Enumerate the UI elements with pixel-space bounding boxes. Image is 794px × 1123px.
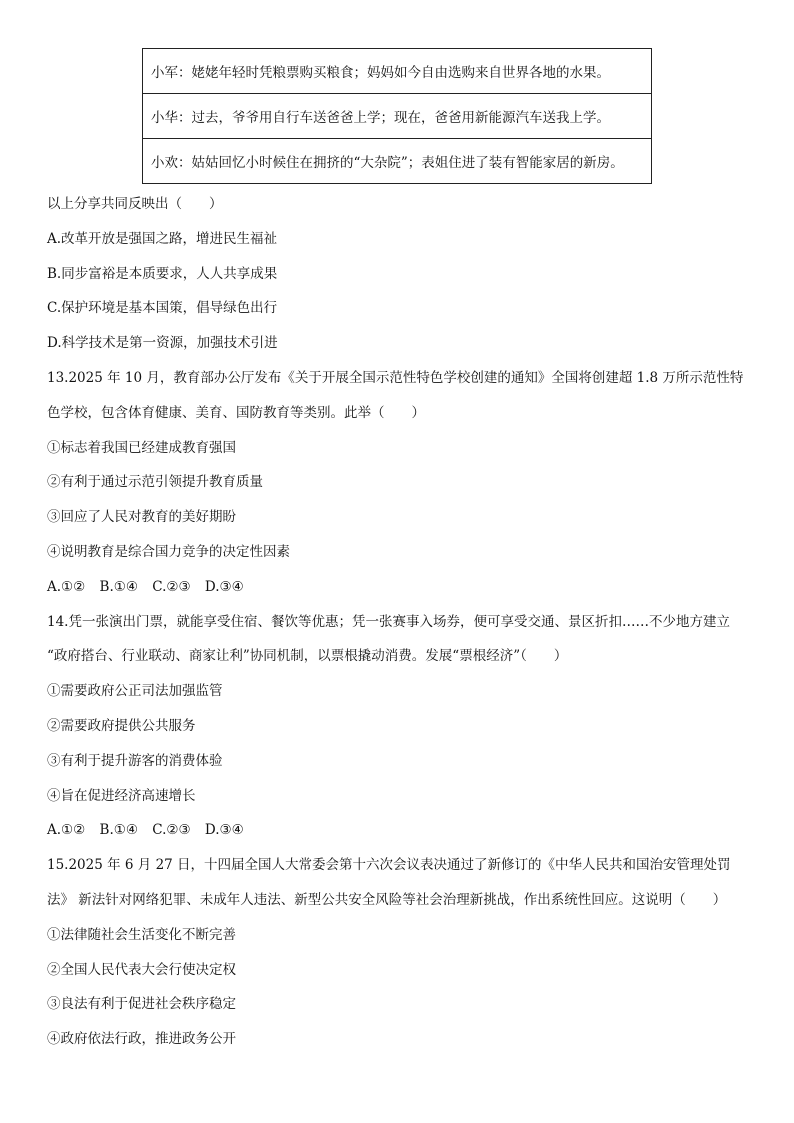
- share-row: [143, 94, 652, 139]
- q12-option-a: A.改革开放是强国之路，增进民生福祉: [47, 230, 278, 247]
- q15-stem-line-2: 法》 新法针对网络犯罪、未成年人违法、新型公共安全风险等社会治理新挑战，作出系统性回应。这说明（ ）: [47, 891, 727, 908]
- share-cell-xiaohuan: 小欢：姑姑回忆小时候住在拥挤的“大杂院”；表姐住进了装有智能家居的新房。: [143, 139, 652, 184]
- q15-item-1: ①法律随社会生活变化不断完善: [47, 926, 236, 943]
- q13-choice-c: C.②③: [152, 578, 191, 595]
- q15-item-3: ③良法有利于促进社会秩序稳定: [47, 996, 236, 1013]
- q12-option-d: D.科学技术是第一资源，加强技术引进: [47, 335, 278, 352]
- q12-option-c: C.保护环境是基本国策，倡导绿色出行: [47, 300, 278, 317]
- q13-choice-a: A.①②: [47, 578, 86, 595]
- share-cell-xiaojun: 小军：姥姥年轻时凭粮票购买粮食；妈妈如今自由选购来自世界各地的水果。: [143, 49, 652, 94]
- q14-item-1: ①需要政府公正司法加强监管: [47, 683, 223, 700]
- share-row: [143, 139, 652, 184]
- q14-choice-a: A.①②: [47, 822, 86, 839]
- q12-option-b: B.同步富裕是本质要求，人人共享成果: [47, 265, 278, 282]
- q14-item-4: ④旨在促进经济高速增长: [47, 787, 196, 804]
- q14-item-3: ③有利于提升游客的消费体验: [47, 752, 223, 769]
- q14-choice-d: D.③④: [204, 822, 244, 839]
- question-15: [47, 851, 759, 1060]
- share-cell-xiaohua: 小华：过去，爷爷用自行车送爸爸上学；现在，爸爸用新能源汽车送我上学。: [143, 94, 652, 139]
- q13-stem-line-1: 13.2025 年 10 月，教育部办公厅发布《关于开展全国示范性特色学校创建的通知》全国将创建超 1.8 万所示范性特: [47, 369, 744, 386]
- q15-item-4: ④政府依法行政，推进政务公开: [47, 1031, 236, 1048]
- share-row: [143, 49, 652, 94]
- q13-choice-b: B.①④: [99, 578, 138, 595]
- question-14: [47, 608, 759, 852]
- question-13: [47, 364, 759, 608]
- q14-item-2: ②需要政府提供公共服务: [47, 717, 196, 734]
- q14-stem-line-1: 14.凭一张演出门票，就能享受住宿、餐饮等优惠；凭一张赛事入场券，便可享受交通、景区折扣……不少地方建立: [47, 613, 730, 630]
- q13-choices: [47, 573, 759, 608]
- q13-item-1: ①标志着我国已经建成教育强国: [47, 439, 236, 456]
- q13-choice-d: D.③④: [204, 578, 244, 595]
- q13-item-3: ③回应了人民对教育的美好期盼: [47, 509, 236, 526]
- q13-item-4: ④说明教育是综合国力竞争的决定性因素: [47, 543, 290, 560]
- q12-stem: 以上分享共同反映出（ ）: [47, 196, 223, 212]
- q13-item-2: ②有利于通过示范引领提升教育质量: [47, 474, 263, 491]
- q14-stem-line-2: “政府搭台、行业联动、商家让利”协同机制，以票根撬动消费。发展“票根经济”（ ）: [47, 648, 568, 665]
- q14-choices: [47, 816, 759, 851]
- question-content: [47, 190, 759, 1060]
- question-12: [47, 190, 759, 364]
- share-table: [142, 48, 652, 184]
- q15-item-2: ②全国人民代表大会行使决定权: [47, 961, 236, 978]
- q13-stem-line-2: 色学校，包含体育健康、美育、国防教育等类别。此举（ ）: [47, 404, 425, 421]
- q14-choice-c: C.②③: [152, 822, 191, 839]
- q14-choice-b: B.①④: [99, 822, 138, 839]
- q15-stem-line-1: 15.2025 年 6 月 27 日，十四届全国人大常委会第十六次会议表决通过了新修订的《中华人民共和国治安管理处罚: [47, 857, 731, 874]
